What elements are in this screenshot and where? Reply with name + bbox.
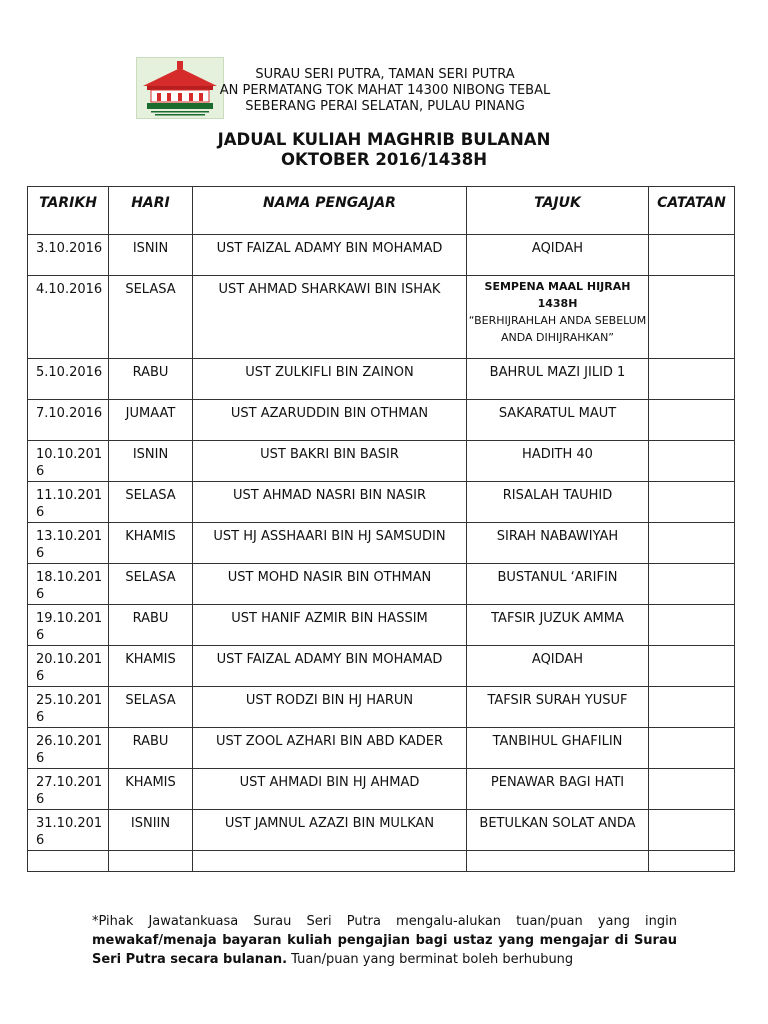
table-row xyxy=(28,359,735,400)
cell-catatan xyxy=(649,728,735,769)
empty-cell xyxy=(193,851,467,872)
header-line-1: SURAU SERI PUTRA, TAMAN SERI PUTRA xyxy=(255,67,515,82)
cell-tarikh: 20.10.2016 xyxy=(28,646,109,687)
title-line-1: JADUAL KULIAH MAGHRIB BULANAN xyxy=(217,130,551,149)
empty-cell xyxy=(649,851,735,872)
footnote xyxy=(92,912,677,969)
cell-nama-pengajar: UST HANIF AZMIR BIN HASSIM xyxy=(193,605,467,646)
cell-tarikh: 25.10.2016 xyxy=(28,687,109,728)
cell-catatan xyxy=(649,646,735,687)
cell-tarikh: 18.10.2016 xyxy=(28,564,109,605)
cell-catatan xyxy=(649,235,735,276)
footnote-bold: mewakaf/menaja bayaran kuliah pengajian bagi ustaz yang mengajar di Surau Seri Putra secara bulanan. xyxy=(92,933,677,967)
header-line-3: SEBERANG PERAI SELATAN, PULAU PINANG xyxy=(245,99,525,114)
cell-tajuk: HADITH 40 xyxy=(467,441,649,482)
cell-catatan xyxy=(649,400,735,441)
cell-tajuk: TAFSIR JUZUK AMMA xyxy=(467,605,649,646)
cell-nama-pengajar: UST JAMNUL AZAZI BIN MULKAN xyxy=(193,810,467,851)
cell-tarikh: 5.10.2016 xyxy=(28,359,109,400)
cell-hari: SELASA xyxy=(109,276,193,359)
schedule-table xyxy=(27,186,735,872)
cell-catatan xyxy=(649,359,735,400)
cell-nama-pengajar: UST AHMADI BIN HJ AHMAD xyxy=(193,769,467,810)
document-title xyxy=(0,130,768,170)
cell-hari: KHAMIS xyxy=(109,769,193,810)
address-header xyxy=(160,67,610,115)
cell-tarikh: 3.10.2016 xyxy=(28,235,109,276)
cell-nama-pengajar: UST FAIZAL ADAMY BIN MOHAMAD xyxy=(193,646,467,687)
cell-nama-pengajar: UST RODZI BIN HJ HARUN xyxy=(193,687,467,728)
cell-tajuk: SIRAH NABAWIYAH xyxy=(467,523,649,564)
cell-tajuk: RISALAH TAUHID xyxy=(467,482,649,523)
cell-tarikh: 13.10.2016 xyxy=(28,523,109,564)
cell-hari: KHAMIS xyxy=(109,523,193,564)
cell-catatan xyxy=(649,769,735,810)
table-row xyxy=(28,276,735,359)
cell-tajuk: PENAWAR BAGI HATI xyxy=(467,769,649,810)
cell-tajuk: BAHRUL MAZI JILID 1 xyxy=(467,359,649,400)
cell-hari: RABU xyxy=(109,359,193,400)
cell-tarikh: 4.10.2016 xyxy=(28,276,109,359)
cell-tarikh: 10.10.2016 xyxy=(28,441,109,482)
cell-catatan xyxy=(649,564,735,605)
cell-nama-pengajar: UST BAKRI BIN BASIR xyxy=(193,441,467,482)
table-header-row xyxy=(28,187,735,235)
cell-catatan xyxy=(649,276,735,359)
cell-nama-pengajar: UST FAIZAL ADAMY BIN MOHAMAD xyxy=(193,235,467,276)
table-row xyxy=(28,482,735,523)
cell-catatan xyxy=(649,605,735,646)
cell-hari: JUMAAT xyxy=(109,400,193,441)
header-line-2: AN PERMATANG TOK MAHAT 14300 NIBONG TEBAL xyxy=(219,83,551,98)
table-row xyxy=(28,400,735,441)
cell-nama-pengajar: UST ZOOL AZHARI BIN ABD KADER xyxy=(193,728,467,769)
empty-cell xyxy=(467,851,649,872)
header-hari: HARI xyxy=(109,187,193,235)
empty-cell xyxy=(109,851,193,872)
cell-tarikh: 7.10.2016 xyxy=(28,400,109,441)
cell-nama-pengajar: UST HJ ASSHAARI BIN HJ SAMSUDIN xyxy=(193,523,467,564)
tajuk-quote: “BERHIJRAHLAH ANDA SEBELUM ANDA DIHIJRAHKAN” xyxy=(468,314,647,344)
cell-nama-pengajar: UST ZULKIFLI BIN ZAINON xyxy=(193,359,467,400)
cell-hari: SELASA xyxy=(109,482,193,523)
cell-tarikh: 27.10.2016 xyxy=(28,769,109,810)
header-catatan: CATATAN xyxy=(649,187,735,235)
cell-nama-pengajar: UST AZARUDDIN BIN OTHMAN xyxy=(193,400,467,441)
table-row xyxy=(28,646,735,687)
cell-tajuk: SAKARATUL MAUT xyxy=(467,400,649,441)
footnote-text-1: *Pihak Jawatankuasa Surau Seri Putra mengalu-alukan tuan/puan yang ingin xyxy=(92,914,677,929)
cell-hari: RABU xyxy=(109,728,193,769)
table-row xyxy=(28,523,735,564)
cell-hari: RABU xyxy=(109,605,193,646)
title-line-2: OKTOBER 2016/1438H xyxy=(280,150,488,169)
cell-nama-pengajar: UST AHMAD NASRI BIN NASIR xyxy=(193,482,467,523)
table-row xyxy=(28,687,735,728)
cell-catatan xyxy=(649,441,735,482)
table-row xyxy=(28,810,735,851)
cell-nama-pengajar: UST AHMAD SHARKAWI BIN ISHAK xyxy=(193,276,467,359)
cell-catatan xyxy=(649,523,735,564)
tajuk-heading: SEMPENA MAAL HIJRAH 1438H xyxy=(484,280,631,310)
cell-catatan xyxy=(649,687,735,728)
cell-tajuk: AQIDAH xyxy=(467,235,649,276)
cell-tarikh: 26.10.2016 xyxy=(28,728,109,769)
table-row xyxy=(28,441,735,482)
cell-hari: SELASA xyxy=(109,687,193,728)
empty-cell xyxy=(28,851,109,872)
table-row xyxy=(28,769,735,810)
cell-tajuk: TANBIHUL GHAFILIN xyxy=(467,728,649,769)
cell-hari: ISNIIN xyxy=(109,810,193,851)
header-tarikh: TARIKH xyxy=(28,187,109,235)
cell-tajuk: AQIDAH xyxy=(467,646,649,687)
cell-nama-pengajar: UST MOHD NASIR BIN OTHMAN xyxy=(193,564,467,605)
empty-row xyxy=(28,851,735,872)
cell-tarikh: 11.10.2016 xyxy=(28,482,109,523)
table-row xyxy=(28,235,735,276)
cell-tarikh: 31.10.2016 xyxy=(28,810,109,851)
table-row xyxy=(28,564,735,605)
table-row xyxy=(28,728,735,769)
cell-tajuk xyxy=(467,276,649,359)
header-nama-pengajar: NAMA PENGAJAR xyxy=(193,187,467,235)
cell-tajuk: BUSTANUL ‘ARIFIN xyxy=(467,564,649,605)
cell-hari: ISNIN xyxy=(109,441,193,482)
cell-tajuk: TAFSIR SURAH YUSUF xyxy=(467,687,649,728)
cell-catatan xyxy=(649,482,735,523)
table-row xyxy=(28,605,735,646)
header-tajuk: TAJUK xyxy=(467,187,649,235)
cell-hari: SELASA xyxy=(109,564,193,605)
footnote-text-2: Tuan/puan yang berminat boleh berhubung xyxy=(287,952,574,967)
cell-hari: ISNIN xyxy=(109,235,193,276)
cell-tajuk: BETULKAN SOLAT ANDA xyxy=(467,810,649,851)
cell-hari: KHAMIS xyxy=(109,646,193,687)
cell-catatan xyxy=(649,810,735,851)
cell-tarikh: 19.10.2016 xyxy=(28,605,109,646)
